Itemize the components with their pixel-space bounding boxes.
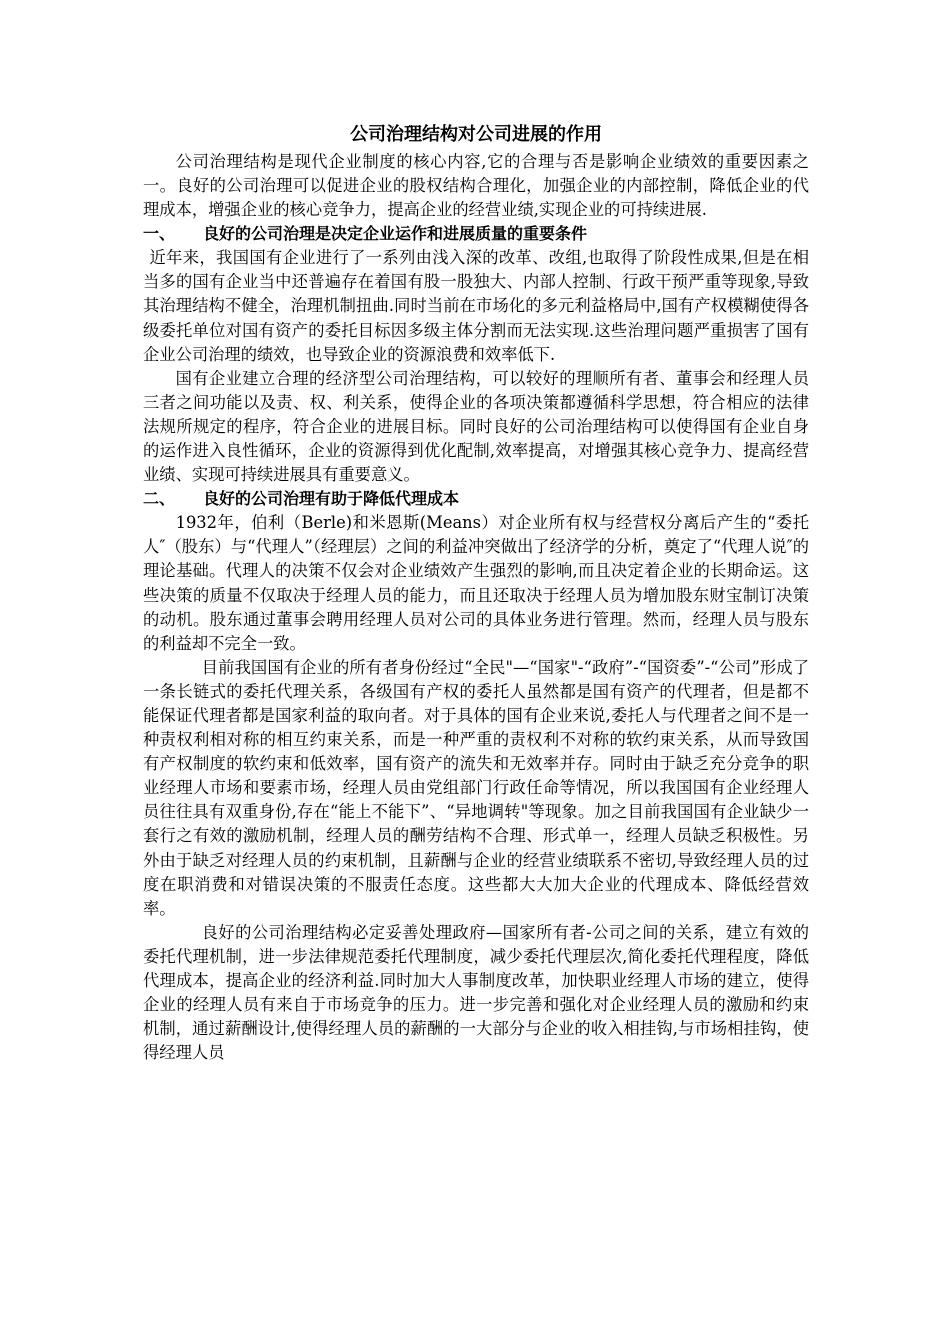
section-2-paragraph-3: 良好的公司治理结构必定妥善处理政府—国家所有者-公司之间的关系，建立有效的委托代理机制，进一步法律规范委托代理制度，减少委托代理层次,简化委托代理程度，降低代理成本，提高企业的经济利益.同时加大人事制度改革，加快职业经理人市场的建立，使得企业的经理人员有来自于市场竞争的压力。进一步完善和强化对企业经理人员的激励和约束机制，通过薪酬设计,使得经理人员的薪酬的一大部分与企业的收入相挂钩,与市场相挂钩，使得经理人员 [143,922,809,1063]
intro-paragraph: 公司治理结构是现代企业制度的核心内容,它的合理与否是影响企业绩效的重要因素之一。良好的公司治理可以促进企业的股权结构合理化，加强企业的内部控制，降低企业的代理成本，增强企业的核心竞争力，提高企业的经营业绩,实现企业的可持续进展. [143,152,809,220]
document-title: 公司治理结构对公司进展的作用 [350,124,602,145]
section-2-title: 良好的公司治理有助于降低代理成本 [203,489,460,509]
document-page [143,122,809,1065]
section-2-number: 二、 [143,489,176,509]
section-1-number: 一、 [143,224,176,244]
section-1-paragraph-1: 近年来，我国国有企业进行了一系列由浅入深的改革、改组,也取得了阶段性成果,但是在相当多的国有企业当中还普遍存在着国有股一股独大、内部人控制、行政干预严重等现象,导致其治理结构不健全，治理机制扭曲.同时当前在市场化的多元利益格局中,国有产权模糊使得各级委托单位对国有资产的委托目标因多级主体分割而无法实现.这些治理问题严重损害了国有企业公司治理的绩效，也导致企业的资源浪费和效率低下. [143,248,809,364]
section-1-heading [143,222,809,246]
section-2-heading [143,487,809,511]
section-2-paragraph-2: 目前我国国有企业的所有者身份经过“全民"—“国家"-“政府”-“国资委”-“公司”形成了一条长链式的委托代理关系，各级国有产权的委托人虽然都是国有资产的代理者，但是都不能保证代理者都是国家利益的取向者。对于具体的国有企业来说,委托人与代理者之间不是一种责权利相对称的相互约束关系，而是一种严重的责权利不对称的软约束关系，从而导致国有产权制度的软约束和低效率，国有资产的流失和无效率并存。同时由于缺乏充分竞争的职业经理人市场和要素市场，经理人员由党组部门行政任命等情况，所以我国国有企业经理人员往往具有双重身份,存在“能上不能下”、“异地调转"等现象。加之目前我国国有企业缺少一套行之有效的激励机制，经理人员的酬劳结构不合理、形式单一，经理人员缺乏积极性。另外由于缺乏对经理人员的约束机制，且薪酬与企业的经营业绩联系不密切,导致经理人员的过度在职消费和对错误决策的不服责任态度。这些都大大加大企业的代理成本、降低经营效率。 [143,657,809,918]
section-2-paragraph-1: 1932年，伯利（Berle)和米恩斯(Means）对企业所有权与经营权分离后产生的“委托人″（股东）与“代理人”（经理层）之间的利益冲突做出了经济学的分析，奠定了“代理人说″的理论基础。代理人的决策不仅会对企业绩效产生强烈的影响,而且决定着企业的长期命运。这些决策的质量不仅取决于经理人员的能力，而且还取决于经理人员为增加股东财宝制订决策的动机。股东通过董事会聘用经理人员对公司的具体业务进行管理。然而，经理人员与股东的利益却不完全一致。 [143,513,809,653]
section-1-paragraph-2: 国有企业建立合理的经济型公司治理结构，可以较好的理顺所有者、董事会和经理人员三者之间功能以及责、权、利关系，使得企业的各项决策都遵循科学思想，符合相应的法律法规所规定的程序，符合企业的进展目标。同时良好的公司治理结构可以使得国有企业自身的运作进入良性循环，企业的资源得到优化配制,效率提高，对增强其核心竞争力、提高经营业绩、实现可持续进展具有重要意义。 [143,368,809,485]
section-1-title: 良好的公司治理是决定企业运作和进展质量的重要条件 [203,224,588,244]
